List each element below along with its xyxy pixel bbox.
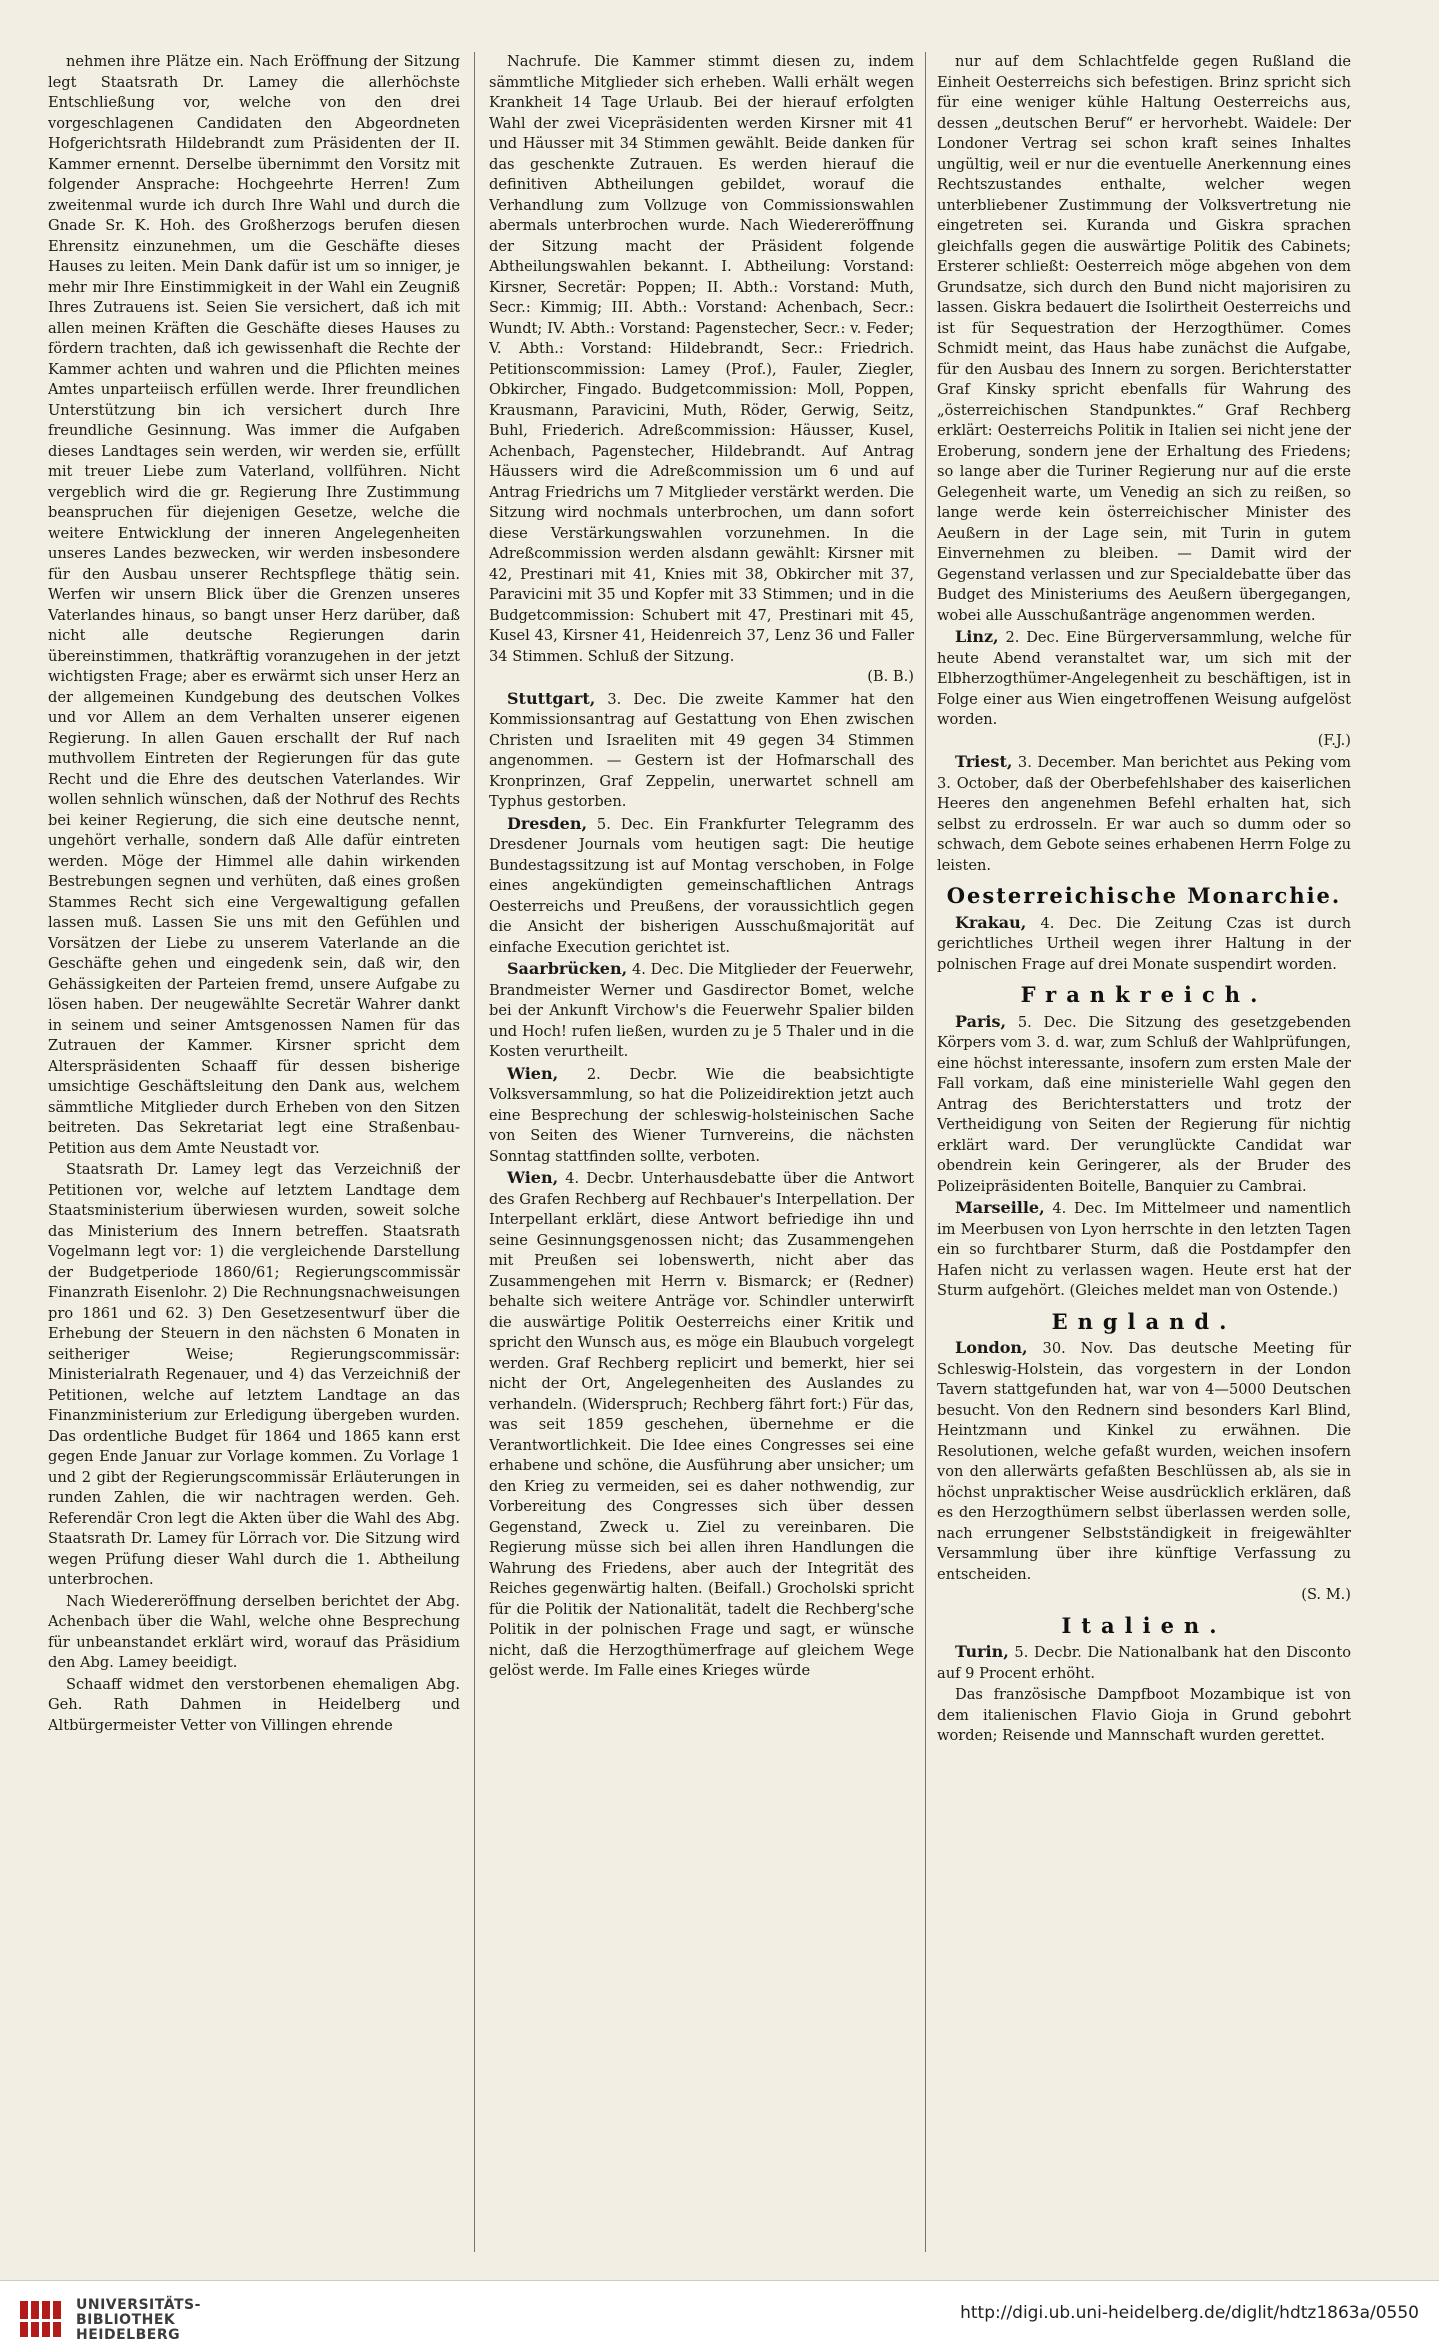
article-paragraph: nur auf dem Schlachtfelde gegen Rußland die Einheit Oesterreichs sich befestigen. Brinz spricht sich für eine weniger kühle Haltung Oesterreichs aus, dessen „deutschen Beruf“ er hervorhebt. Waidele: Der Londoner Vertrag sei schon kraft seines Inhaltes ungültig, weil er nur die eventuelle Anerkennung eines Rechtszustandes enthalte, welcher wegen unterbliebener Zustimmung der Volksvertretung nie eingetreten sei. Kuranda und Giskra sprachen gleichfalls gegen die auswärtige Politik des Cabinets; Ersterer schließt: Oesterreich möge abgehen von dem Grundsatze, sich durch den Bund nicht majorisiren zu lassen. Giskra bedauert die Isolirtheit Oesterreichs und ist für Sequestration der Herzogthümer. Comes Schmidt meint, das Haus habe zunächst die Aufgabe, für den Ausbau des Innern zu sorgen. Berichterstatter Graf Kinsky spricht ebenfalls für Wahrung des „österreichischen Standpunktes.“ Graf Rechberg erklärt: Oesterreichs Politik in Italien sei nicht jene der Eroberung, sondern jene der Erhaltung des Friedens; so lange aber die Turiner Regierung nur auf die erste Gelegenheit warte, um Venedig an sich zu reißen, so lange werde kein österreichischer Minister des Aeußern in der Lage sein, mit Turin in gutem Einvernehmen zu bleiben. — Damit wird der Gegenstand verlassen und zur Specialdebatte über das Budget des Ministeriums des Aeußern übergegangen, wobei alle Ausschußanträge angenommen werden. (937, 53, 1351, 624)
news-item-triest (937, 752, 1351, 876)
dateline: Triest, (955, 752, 1013, 771)
dateline: Paris, (955, 1011, 1007, 1031)
news-item-london (937, 1338, 1351, 1606)
news-item-marseille (937, 1198, 1351, 1302)
dateline: Marseille, (955, 1198, 1045, 1217)
dateline: Linz, (955, 627, 999, 646)
right-column (937, 52, 1351, 2252)
news-item-krakau (937, 913, 1351, 976)
column-rule (474, 52, 475, 2252)
article-text: Nachrufe. Die Kammer stimmt diesen zu, indem sämmtliche Mitglieder sich erheben. Walli erhält wegen Krankheit 14 Tage Urlaub. Bei der hierauf erfolgten Wahl der zwei Vicepräsidenten werden Kirsner mit 41 und Häusser mit 34 Stimmen gewählt. Beide danken für das geschenkte Zutrauen. Es werden hierauf die definitiven Abtheilungen gebildet, worauf die Verhandlung zum Vollzuge von Commissionswahlen abermals unterbrochen wurde. Nach Wiedereröffnung der Sitzung macht der Präsident folgende Abtheilungswahlen bekannt. I. Abtheilung: Vorstand: Kirsner, Secretär: Poppen; II. Abth.: Vorstand: Muth, Secr.: Kimmig; III. Abth.: Vorstand: Achenbach, Secr.: Wundt; IV. Abth.: Vorstand: Pagenstecher, Secr.: v. Feder; V. Abth.: Vorstand: Hildebrandt, Secr.: Friedrich. Petitionscommission: Lamey (Prof.), Fauler, Ziegler, Obkircher, Fingado. Budgetcommission: Moll, Poppen, Krausmann, Paravicini, Muth, Röder, Gerwig, Seitz, Buhl, Friederich. Adreßcommission: Häusser, Kusel, Achenbach, Pagenstecher, Hildebrandt. Auf Antrag Häussers wird die Adreßcommission um 6 und auf Antrag Friedrichs um 7 Mitglieder verstärkt werden. Die Sitzung wird nochmals unterbrochen, um dann sofort diese Verstärkungswahlen vorzunehmen. In die Adreßcommission werden alsdann gewählt: Kirsner mit 42, Prestinari mit 41, Knies mit 38, Obkircher mit 37, Paravicini mit 35 und Kopfer mit 33 Stimmen; und in die Budgetcommission: Schubert mit 47, Prestinari mit 45, Kusel 43, Kirsner 41, Heidenreich 37, Lenz 36 und Faller 34 Stimmen. Schluß der Sitzung. (489, 53, 914, 665)
article-text: 5. Decbr. Die Nationalbank hat den Disconto auf 9 Procent erhöht. (937, 1644, 1351, 1682)
article-text: 4. Dec. Die Zeitung Czas ist durch gerichtliches Urtheil wegen ihrer Haltung in der polnischen Frage auf drei Monate suspendirt worden. (937, 914, 1351, 973)
article-text: 3. December. Man berichtet aus Peking vom 3. October, daß der Oberbefehlshaber des kaiserlichen Heeres den angenehmen Befehl erhalten hat, sich selbst zu erdrosseln. Er war auch so dumm oder so schwach, dem Gebote seines erhabenen Herrn Folge zu leisten. (937, 754, 1351, 874)
article-paragraph (489, 52, 914, 688)
article-text: 2. Dec. Eine Bürgerversammlung, welche für heute Abend veranstaltet war, um sich mit der Elbherzogthümer-Angelegenheit zu beschäftigen, ist in Folge einer aus Wien eingetroffenen Weisung aufgelöst worden. (937, 629, 1351, 728)
middle-column (489, 52, 914, 2252)
institution-name (76, 2298, 201, 2343)
article-text: 5. Dec. Ein Frankfurter Telegramm des Dresdener Journals vom heutigen sagt: Die heutige Bundestagssitzung ist auf Montag verschoben, in Folge eines angekündigten gemeinschaftlichen Antrags Oesterreichs und Preußens, der voraussichtlich gegen die Ansicht der bisherigen Ausschußmajorität auf einfache Execution gerichtet ist. (489, 815, 914, 956)
article-text: 4. Dec. Die Mitglieder der Feuerwehr, Brandmeister Werner und Gasdirector Bomet, welche bei der Ankunft Virchow's die Feuerwehr Spalier bilden und Hoch! rufen ließen, wurden zu je 5 Thaler und in die Kosten verurtheilt. (489, 961, 914, 1060)
article-paragraph: nehmen ihre Plätze ein. Nach Eröffnung der Sitzung legt Staatsrath Dr. Lamey die allerhöchste Entschließung vor, welche von den drei vorgeschlagenen Candidaten den Abgeordneten Hofgerichtsrath Hildebrandt zum Präsidenten der II. Kammer ernennt. Derselbe übernimmt den Vorsitz mit folgender Ansprache: Hochgeehrte Herren! Zum zweitenmal wurde ich durch Ihre Wahl und durch die Gnade Sr. K. Hoh. des Großherzogs berufen diesen Ehrensitz einzunehmen, um die Geschäfte dieses Hauses zu leiten. Mein Dank dafür ist um so inniger, je mehr mir Ihre Einstimmigkeit in der Wahl ein Zeugniß Ihres Zutrauens ist. Seien Sie versichert, daß ich mit allen meinen Kräften die Geschäfte dieses Hauses zu fördern trachten, daß ich gewissenhaft die Rechte der Kammer achten und wahren und die Pflichten meines Amtes unparteiisch erfüllen werde. Ihrer freundlichen Unterstützung bin ich versichert durch Ihre freundliche Gesinnung. Was immer die Aufgaben dieses Landtages sein werden, wir werden sie, erfüllt mit treuer Liebe zum Vaterland, vollführen. Nicht vergeblich wird die gr. Regierung Ihre Zustimmung beanspruchen für diejenigen Gesetze, welche die weitere Entwicklung der inneren Angelegenheiten unseres Landes bezwecken, wir werden insbesondere für den Ausbau unserer Rechtspflege thätig sein. Werfen wir unsern Blick über die Grenzen unseres Vaterlandes hinaus, so bangt unser Herz darüber, daß nicht alle deutsche Regierungen darin übereinstimmen, thatkräftig voranzugehen in der jetzt wichtigsten Frage; aber es erwärmt sich unser Herz an der allgemeinen Kundgebung des deutschen Volkes und vor Allem an dem Verhalten unserer eigenen Regierung. In allen Gauen erschallt der Ruf nach muthvollem Eintreten der Regierungen für das gute Recht und die Ehre des deutschen Vaterlandes. Wir wollen sehnlich wünschen, daß der Nothruf des Rechts bei keiner Regierung, die sich eine deutsche nennt, ungehört verhalle, sondern daß Alle dafür eintreten werden. Möge der Himmel alle dahin wirkenden Bestrebungen segnen und verhüten, daß eines großen Stammes Recht sich eine Vergewaltigung gefallen lassen muß. Lassen Sie uns mit den Gefühlen und Vorsätzen der Liebe zu unserem Vaterlande an die Geschäfte gehen und eingedenk sein, daß wir, den Gehässigkeiten der Parteien fremd, unsere Aufgabe zu lösen haben. Der neugewählte Secretär Wahrer dankt in seinem und seiner Amtsgenossen Namen für das Zutrauen der Kammer. Kirsner spricht dem Alterspräsidenten Schaaff für dessen bisherige umsichtige Geschäftsleitung den Dank aus, welchem sämmtliche Mitglieder durch Erheben von den Sitzen beitreten. Das Sekretariat legt eine Straßenbau-Petition aus dem Amte Neustadt vor. (48, 53, 460, 1157)
article-text: 3. Dec. Die zweite Kammer hat den Kommissionsantrag auf Gestattung von Ehen zwischen Christen und Israeliten mit 49 gegen 34 Stimmen angenommen. — Gestern ist der Hofmarschall des Kronprinzen, Graf Zeppelin, unerwartet schnell am Typhus gestorben. (489, 690, 914, 810)
dateline: Wien, (507, 1168, 559, 1187)
news-item-turin (937, 1642, 1351, 1684)
footer-bar (0, 2280, 1439, 2350)
permalink-url[interactable]: http://digi.ub.uni-heidelberg.de/diglit/hdtz1863a/0550 (960, 2303, 1419, 2323)
news-item-dresden (489, 814, 914, 959)
institution-line: UNIVERSITÄTS- (76, 2297, 201, 2313)
dateline: Turin, (955, 1642, 1009, 1661)
news-item-wien-1 (489, 1064, 914, 1168)
article-text: 2. Decbr. Wie die beabsichtigte Volksversammlung, so hat die Polizeidirektion jetzt auch eine Besprechung der schleswig-holsteinischen Sache von Seiten des Wiener Turnvereins, die nächsten Sonntag stattfinden sollte, verboten. (489, 1065, 914, 1165)
left-column (48, 52, 460, 2252)
article-signature: (F.J.) (1317, 731, 1351, 749)
article-text: 4. Decbr. Unterhausdebatte über die Antwort des Grafen Rechberg auf Rechbauer's Interpellation. Der Interpellant erklärt, diese Antwort befriedige ihn und seine Gesinnungsgenossen nicht; das Zusammengehen mit Preußen sei lobenswerth, nicht aber das Zusammengehen mit Herrn v. Bismarck; er (Redner) behalte sich weitere Anträge vor. Schindler unterwirft die auswärtige Politik Oesterreichs einer Kritik und spricht den Wunsch aus, es möge ein Blaubuch vorgelegt werden. Graf Rechberg replicirt und bemerkt, hier sei nicht der Ort, Angelegenheiten des Auslandes zu verhandeln. (Widerspruch; Rechberg fährt fort:) Für das, was seit 1859 geschehen, übernehme er die Verantwortlichkeit. Die Idee eines Congresses sei eine erhabene und schöne, die Ausführung aber unsicher; um den Krieg zu vermeiden, sei es daher nothwendig, zur Vorbereitung des Congresses sich über dessen Gegenstand, Zweck u. Ziel zu vereinbaren. Die Regierung müsse sich bei allen ihren Handlungen die Wahrung des Friedens, aber auch der Integrität des Reiches gegenwärtig halten. (Beifall.) Grocholski spricht für die Politik der Nationalität, tadelt die Rechberg'sche Politik in der polnischen Frage und sagt, er wünsche nicht, daß die Herzogthümerfrage auf gleichem Wege gelöst werde. Im Falle eines Krieges würde (489, 1170, 914, 1679)
dateline: Saarbrücken, (507, 959, 628, 978)
news-item-paris (937, 1012, 1351, 1198)
section-heading-england: England. (1051, 1308, 1237, 1334)
article-paragraph: Nach Wiedereröffnung derselben berichtet der Abg. Achenbach über die Wahl, welche ohne Besprechung für unbeanstandet erklärt wird, worauf das Präsidium den Abg. Lamey beeidigt. (48, 1592, 460, 1671)
article-text: 30. Nov. Das deutsche Meeting für Schleswig-Holstein, das vorgestern in der London Tavern stattgefunden hat, war von 4—5000 Deutschen besucht. Von den Rednern sind besonders Karl Blind, Heintzmann und Kinkel zu erwähnen. Die Resolutionen, welche gefaßt wurden, weichen insofern von den allerwärts gefaßten Beschlüssen ab, als sie in höchst unpraktischer Weise ausdrücklich erklären, daß es den Herzogthümern selbst überlassen werden solle, nach errungener Selbstständigkeit in freigewählter Versammlung über ihre künftige Verfassung zu entscheiden. (937, 1340, 1351, 1583)
institution-line: BIBLIOTHEK (76, 2312, 176, 2328)
article-signature: (B. B.) (867, 668, 914, 685)
news-item-stuttgart (489, 689, 914, 813)
section-heading-france: Frankreich. (1020, 982, 1268, 1007)
news-item-wien-2 (489, 1168, 914, 1682)
news-item-saarbruecken (489, 959, 914, 1063)
article-text: 5. Dec. Die Sitzung des gesetzgebenden Körpers vom 3. d. war, zum Schluß der Wahlprüfungen, eine höchst interessante, insofern zum ersten Male der Fall vorkam, daß eine ministerielle Wahl gegen den Antrag des Berichterstatters und trotz der Vertheidigung von Seiten der Regierung für nichtig erklärt ward. Der verunglückte Candidat war obendrein kein Geringerer, als der Bruder des Polizeipräsidenten Boitelle, Banquier zu Cambrai. (937, 1013, 1351, 1195)
section-heading-austria: Oesterreichische Monarchie. (946, 883, 1342, 908)
dateline: London, (955, 1338, 1028, 1357)
article-signature: (S. M.) (1301, 1586, 1351, 1603)
university-seal-icon (16, 2295, 64, 2343)
dateline: Stuttgart, (507, 688, 596, 708)
dateline: Dresden, (507, 813, 588, 833)
dateline: Wien, (507, 1063, 559, 1083)
article-paragraph: Das französische Dampfboot Mozambique ist von dem italienischen Flavio Gioja in Grund gebohrt worden; Reisende und Mannschaft wurden gerettet. (937, 1686, 1351, 1744)
article-paragraph: Staatsrath Dr. Lamey legt das Verzeichniß der Petitionen vor, welche auf letztem Landtage dem Staatsministerium überwiesen wurden, soweit solche das Ministerium des Innern betreffen. Staatsrath Vogelmann legt vor: 1) die vergleichende Darstellung der Budgetperiode 1860/61; Regierungscommissär Finanzrath Eisenlohr. 2) Die Rechnungsnachweisungen pro 1861 und 62. 3) Den Gesetzesentwurf über die Erhebung der Steuern in den nächsten 6 Monaten in seitheriger Weise; Regierungscommissär: Ministerialrath Regenauer, und 4) das Verzeichniß der Petitionen, welche auf letztem Landtage an das Finanzministerium zur Erledigung übergeben wurden. Das ordentliche Budget für 1864 und 1865 kann erst gegen Ende Januar zur Vorlage kommen. Zu Vorlage 1 und 2 gibt der Regierungscommissär Erläuterungen in runden Zahlen, die wir nachtragen werden. Geh. Referendär Cron legt die Akten über die Wahl des Abg. Staatsrath Dr. Lamey für Lörrach vor. Die Sitzung wird wegen Prüfung dieser Wahl durch die 1. Abtheilung unterbrochen. (48, 1161, 460, 1588)
institution-line: HEIDELBERG (76, 2327, 181, 2343)
column-rule (925, 52, 926, 2252)
article-paragraph: Schaaff widmet den verstorbenen ehemaligen Abg. Geh. Rath Dahmen in Heidelberg und Altbürgermeister Vetter von Villingen ehrende (48, 1675, 460, 1734)
news-item-linz (937, 627, 1351, 751)
dateline: Krakau, (955, 912, 1027, 932)
section-heading-italy: Italien. (1061, 1612, 1227, 1638)
article-text: 4. Dec. Im Mittelmeer und namentlich im Meerbusen von Lyon herrschte in den letzten Tagen ein so furchtbarer Sturm, daß die Postdampfer den Hafen nicht zu verlassen wagen. Heute erst hat der Sturm aufgehört. (Gleiches meldet man von Ostende.) (937, 1200, 1351, 1299)
